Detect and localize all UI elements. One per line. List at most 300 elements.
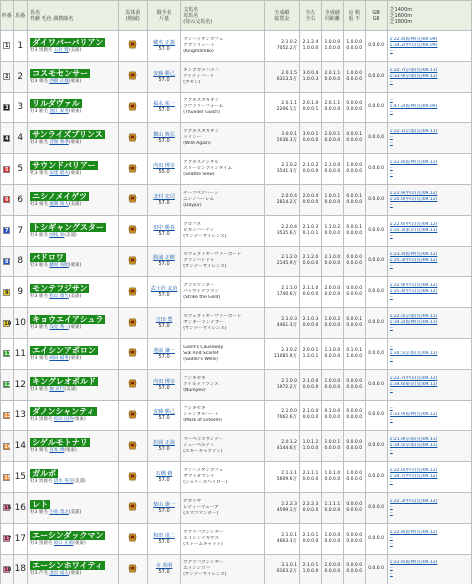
times-cell xyxy=(387,431,471,462)
sire: グラスワンダー xyxy=(183,283,215,289)
stable: (美浦) xyxy=(68,294,82,300)
sex-age-color: 牡3 栗毛 xyxy=(30,78,48,84)
left-record: 1.0.1.2 xyxy=(302,440,319,446)
jockey-link[interactable]: 和田 竜二 xyxy=(153,532,175,539)
horse-name-link[interactable]: サンライズプリンス xyxy=(32,130,103,140)
time-1400[interactable]: 1:22.3(中山(良)09.12) xyxy=(389,498,438,504)
track-cell xyxy=(343,431,365,462)
right-record: 0.0.0.0 xyxy=(302,138,319,144)
horse-name-link[interactable]: エーシンホワイティ xyxy=(32,561,103,571)
trainer-link[interactable]: 池江 泰寿 xyxy=(49,109,69,115)
distance-cell xyxy=(321,400,343,431)
horse-name-link[interactable]: シゲルモトナリ xyxy=(32,438,88,448)
trainer-link[interactable]: 浅見 秀一 xyxy=(49,325,69,331)
jockey-link[interactable]: 北村 宏司 xyxy=(153,193,175,200)
total-record: 2.1.0.1 xyxy=(281,532,298,538)
weight: 57.0 xyxy=(158,107,170,114)
right-record: 0.0.0.0 xyxy=(302,169,319,175)
distance-record: 2.0.1.1 xyxy=(324,70,341,76)
trainer-link[interactable]: 五位 賢 xyxy=(53,47,69,53)
stable: (栗東) xyxy=(68,78,82,84)
trainer-link[interactable]: 国枝 栄 xyxy=(49,232,65,238)
time-1800[interactable]: -- xyxy=(389,510,393,516)
time-1400[interactable]: 1:22.9(中山(良)09.12) xyxy=(389,190,438,196)
time-1600[interactable]: -- xyxy=(389,504,393,510)
horse-name-link[interactable]: キョウエイアシュラ xyxy=(32,315,104,325)
time-1400[interactable]: -- xyxy=(389,406,393,412)
distance-cell xyxy=(321,154,343,185)
time-1600[interactable]: 1:34.5(京都(良)09.11) xyxy=(389,443,438,449)
time-1600[interactable]: 1:34.6(東京(良)09.11) xyxy=(389,381,438,387)
horse-number: 8 xyxy=(13,246,28,277)
time-1600[interactable]: 1:34.2(阪神(良)09.11) xyxy=(389,320,438,326)
time-1600[interactable]: 1:34.2(中山(良)09.09) xyxy=(389,42,438,48)
horse-name-link[interactable]: サウンドバリアー xyxy=(32,161,96,171)
horse-name-link[interactable]: エイシンアポロン xyxy=(32,345,96,355)
horse-name-link[interactable]: リルダヴァル xyxy=(32,99,80,109)
horse-cell xyxy=(28,154,119,185)
jockey-silk-icon xyxy=(128,256,137,265)
time-1400[interactable]: 1:22.8(阪神(良)09.12) xyxy=(389,529,438,535)
distance-record: 1.0.0.0 xyxy=(324,378,341,384)
money-cell xyxy=(264,308,299,339)
time-1800[interactable]: -- xyxy=(389,202,393,208)
horse-cell xyxy=(28,61,119,92)
times-cell xyxy=(387,31,471,62)
left-record: 2.1.0.2 xyxy=(302,163,319,169)
trainer-link[interactable]: 音無 秀孝 xyxy=(49,140,69,146)
time-1800[interactable]: -- xyxy=(389,541,393,547)
track-cell xyxy=(343,308,365,339)
horse-number: 17 xyxy=(13,523,28,554)
silk-cell xyxy=(118,184,147,215)
time-1400[interactable]: 1:22.1(京都(良)09.11) xyxy=(389,129,438,135)
horse-name-link[interactable]: コスモセンサー xyxy=(32,68,89,78)
time-1600[interactable]: 1:34.5(京都(良)09.11) xyxy=(389,350,438,356)
jockey-link[interactable]: 横山 典弘 xyxy=(153,132,175,139)
trainer-link[interactable]: 尾関 知人 xyxy=(49,201,69,207)
horse-name-link[interactable]: ガルボ xyxy=(32,469,57,479)
horse-cell xyxy=(28,554,119,584)
sire: チーフベアハート xyxy=(183,190,219,196)
waku-cell xyxy=(1,338,14,369)
track-record-1: 0.1.0.1 xyxy=(346,347,363,353)
time-1800[interactable]: -- xyxy=(389,326,393,332)
horse-name-link[interactable]: ダノンシャンティ xyxy=(32,407,95,417)
time-1800[interactable]: -- xyxy=(389,233,393,239)
stable: (栗東) xyxy=(68,140,82,146)
waku-cell xyxy=(1,123,14,154)
left-record: 2.1.0.3 xyxy=(302,224,319,230)
jockey-cell xyxy=(147,184,180,215)
header-dist: 全成績 同距離 xyxy=(321,1,343,31)
left-record: 2.1.0.1 xyxy=(302,563,319,569)
grade-record: 0.0.0.0 xyxy=(368,320,384,326)
sire: ザカリヤ xyxy=(183,498,202,504)
sex-age-color: 牡3 鹿毛 xyxy=(30,263,48,269)
distance-record: 1.1.0.0 xyxy=(324,347,341,353)
times-cell xyxy=(387,308,471,339)
horse-number: 4 xyxy=(13,123,28,154)
grade-record: 0.0.0.0 xyxy=(368,504,384,510)
time-1400[interactable]: -- xyxy=(389,98,393,104)
time-1400[interactable]: 1:22.0(中山(良)09.12) xyxy=(389,468,438,474)
horse-cell xyxy=(28,246,119,277)
course-cell xyxy=(300,31,322,62)
left-record: 2.1.0.0 xyxy=(302,409,319,415)
silk-cell xyxy=(118,462,147,493)
distance-record: 1.1.1.1 xyxy=(324,501,341,507)
weight: 57.0 xyxy=(158,507,170,514)
right-record: 1.0.0.0 xyxy=(302,45,319,51)
silk-cell xyxy=(118,92,147,123)
waku-badge: 12 xyxy=(4,382,12,389)
distance-cell xyxy=(321,123,343,154)
distance-record: 1.0.0.0 xyxy=(324,39,341,45)
time-1800[interactable]: -- xyxy=(389,264,393,270)
time-1400[interactable]: 1:22.4(阪神(良)09.09) xyxy=(389,36,438,42)
total-prize: 4144.6万 xyxy=(276,446,298,452)
left-record: 2.1.0.1 xyxy=(302,532,319,538)
table-row xyxy=(1,369,472,400)
jockey-link[interactable]: 幸 英明 xyxy=(155,563,173,570)
distance-record-2: 0.0.0.0 xyxy=(324,76,341,82)
trainer-link[interactable]: 松山 康久 xyxy=(49,294,69,300)
time-1600[interactable]: 1:34.7(中山(良)09.12) xyxy=(389,474,438,480)
horse-name-link[interactable]: エーシンダックマン xyxy=(32,530,104,540)
jockey-link[interactable]: 柴山 雄一 xyxy=(153,501,175,508)
weight: 57.0 xyxy=(158,230,170,237)
weight: 55.0 xyxy=(158,169,170,176)
sire: マンハッタンカフェ xyxy=(183,468,224,474)
time-1600[interactable]: 1:33.9(阪神(良)09.12) xyxy=(389,412,438,418)
table-row xyxy=(1,31,472,62)
right-record: 0.0.0.0 xyxy=(302,538,319,544)
track-record-2: 0.0.0.0 xyxy=(346,292,363,298)
jockey-link[interactable]: 安藤 勝己 xyxy=(153,70,175,77)
time-1800[interactable]: -- xyxy=(389,48,393,54)
grade-cell xyxy=(365,277,387,308)
distance-cell xyxy=(321,308,343,339)
time-1600[interactable]: 1:35.3(東京(良)09.11) xyxy=(389,227,438,233)
sire: キングカメハメハ xyxy=(183,67,220,73)
time-1600[interactable]: -- xyxy=(389,566,393,572)
time-1800[interactable]: -- xyxy=(389,387,393,393)
time-1600[interactable]: -- xyxy=(389,166,393,172)
distance-record: 2.0.1.1 xyxy=(324,101,341,107)
times-cell xyxy=(387,61,471,92)
track-record-1: 0.0.0.1 xyxy=(346,224,363,230)
pedigree-cell xyxy=(181,462,264,493)
damsire: (Sadler's Wells) xyxy=(183,356,218,362)
waku-badge: 1 xyxy=(5,43,9,50)
grade-cell xyxy=(365,123,387,154)
total-prize: 5609.6万 xyxy=(276,477,298,483)
trainer-link[interactable]: 堀 宣行 xyxy=(49,386,65,392)
total-record: 2.1.1.0 xyxy=(281,286,298,292)
horse-name-link[interactable]: キングレオポルド xyxy=(32,376,96,386)
time-1800[interactable]: -- xyxy=(389,172,393,178)
money-cell xyxy=(264,123,299,154)
horse-cell xyxy=(28,492,119,523)
money-cell xyxy=(264,246,299,277)
time-1400[interactable]: 1:23.4(阪神(良)09.12) xyxy=(389,252,438,258)
pedigree-cell xyxy=(181,246,264,277)
left-record: 2.0.1.0 xyxy=(302,101,319,107)
time-1400[interactable]: 1:22.6(中山(良)09.12) xyxy=(389,221,438,227)
distance-record: 1.0.0.1 xyxy=(324,440,341,446)
sex-age-color: 牡3 栗毛 xyxy=(30,201,48,207)
time-1800[interactable]: -- xyxy=(389,449,393,455)
track-cell xyxy=(343,492,365,523)
grade-cell xyxy=(365,523,387,554)
jockey-silk-icon xyxy=(128,133,137,142)
table-body xyxy=(1,31,472,584)
waku-badge: 10 xyxy=(4,320,12,327)
left-record: 2.1.1.0 xyxy=(302,286,319,292)
damsire: (Strike the Gold) xyxy=(183,295,221,301)
pedigree-cell xyxy=(181,369,264,400)
dam: レディーウェーブ xyxy=(183,504,219,510)
jockey-link[interactable]: 勝浦 正樹 xyxy=(153,255,175,262)
time-1400[interactable]: 1:22.9(中山(良)09.12) xyxy=(389,283,438,289)
jockey-link[interactable]: 松岡 正海 xyxy=(153,440,175,447)
horse-name-link[interactable]: バドロワ xyxy=(32,253,64,263)
dam: ニシノハーレム xyxy=(183,196,214,202)
time-1800[interactable]: -- xyxy=(389,295,393,301)
waku-badge: 13 xyxy=(4,412,12,419)
time-1400[interactable]: 1:22.5(京都(良)09.11) xyxy=(389,314,438,320)
sire: サクラバクシンオー xyxy=(183,529,224,535)
distance-record: 2.0.0.0 xyxy=(324,286,341,292)
time-1600[interactable]: 1:35.3(中山(良)09.12) xyxy=(389,258,438,264)
time-1800[interactable]: -- xyxy=(389,141,393,147)
trainer-link[interactable]: 安達 昭夫 xyxy=(49,171,69,177)
times-cell xyxy=(387,154,471,185)
jockey-link[interactable]: 池添 謙一 xyxy=(153,347,175,354)
jockey-cell xyxy=(147,61,180,92)
stable: (栗東) xyxy=(68,355,82,361)
total-record: 2.1.1.1 xyxy=(281,471,298,477)
jockey-link[interactable]: 内田 博幸 xyxy=(153,378,175,385)
distance-record: 1.0.0.0 xyxy=(324,532,341,538)
stable: (美浦) xyxy=(68,47,82,53)
grade-cell xyxy=(365,400,387,431)
jockey-silk-icon xyxy=(128,71,137,80)
horse-number: 12 xyxy=(13,369,28,400)
course-cell xyxy=(300,554,322,584)
money-cell xyxy=(264,338,299,369)
table-row xyxy=(1,338,472,369)
sex-age-color: 牡3 黒鹿毛 xyxy=(30,417,53,423)
trainer-link[interactable]: 北出 成人 xyxy=(49,571,69,577)
weight: 57.0 xyxy=(158,415,170,422)
track-record-2: 0.0.0.0 xyxy=(346,569,363,575)
distance-record: 1.0.1.0 xyxy=(324,471,341,477)
track-cell xyxy=(343,462,365,493)
grade-record: 0.0.0.0 xyxy=(368,443,384,449)
waku-cell xyxy=(1,154,14,185)
total-record: 3.1.0.1 xyxy=(281,563,298,569)
total-prize: 5036.3万 xyxy=(276,138,298,144)
horse-sub-info xyxy=(30,356,118,362)
distance-record-2: 0.0.0.0 xyxy=(324,507,341,513)
distance-record-2: 0.0.0.0 xyxy=(324,538,341,544)
course-cell xyxy=(300,123,322,154)
trainer-link[interactable]: 小島 茂之 xyxy=(49,509,69,515)
sex-age-color: 牡3 黒鹿毛 xyxy=(30,479,53,485)
damsire: (Nureyev) xyxy=(183,387,206,393)
damsire: (ブゼン) xyxy=(183,79,201,85)
time-1400[interactable]: 1:22.7(京都(良)09.11) xyxy=(389,67,438,73)
horse-name-link[interactable]: モンテフジサン xyxy=(32,284,88,294)
grade-record: 0.0.0.0 xyxy=(368,412,384,418)
horse-name-link[interactable]: ダイワバーバリアン xyxy=(32,37,104,47)
horse-cell xyxy=(28,462,119,493)
jockey-link[interactable]: 田中 勝春 xyxy=(153,224,175,231)
waku-badge: 3 xyxy=(5,104,9,111)
time-1400[interactable]: 1:21.9(京都(良)09.11) xyxy=(389,437,438,443)
sire: アグネスタキオン xyxy=(183,129,220,135)
time-1600[interactable]: 1:33.9(京都(良)09.11) xyxy=(389,73,438,79)
distance-cell xyxy=(321,462,343,493)
grade-record: 0.0.0.0 xyxy=(368,258,384,264)
time-1800[interactable]: -- xyxy=(389,418,393,424)
track-cell xyxy=(343,523,365,554)
silk-cell xyxy=(118,308,147,339)
time-1600[interactable]: 1:35.4(中山(良)09.12) xyxy=(389,289,438,295)
waku-cell xyxy=(1,31,14,62)
trainer-link[interactable]: 松田 国英 xyxy=(53,417,74,423)
jockey-link[interactable]: 石橋 脩 xyxy=(155,471,173,478)
jockey-cell xyxy=(147,400,180,431)
right-record: 1.0.0.0 xyxy=(302,569,319,575)
distance-record-2: 0.0.0.0 xyxy=(324,569,341,575)
waku-badge: 4 xyxy=(5,135,9,142)
horse-name-link[interactable]: ニシノメイゲツ xyxy=(32,191,88,201)
course-cell xyxy=(300,431,322,462)
stable: (栗東) xyxy=(68,571,82,577)
money-cell xyxy=(264,462,299,493)
time-1600[interactable]: 1:35.0(中山(良)09.12) xyxy=(389,196,438,202)
left-record: 2.1.2.0 xyxy=(302,255,319,261)
waku-badge: 11 xyxy=(4,351,12,358)
trainer-link[interactable]: 宮本 博 xyxy=(49,448,65,454)
distance-record-2: 0.0.0.0 xyxy=(324,107,341,113)
jockey-silk-icon xyxy=(128,564,137,573)
course-cell xyxy=(300,92,322,123)
trainer-link[interactable]: 西園 正都 xyxy=(49,78,69,84)
track-cell xyxy=(343,277,365,308)
jockey-silk-icon xyxy=(128,410,137,419)
total-record: 2.1.0.0 xyxy=(281,378,298,384)
horse-number: 7 xyxy=(13,215,28,246)
dam: ヤマトダマシイ xyxy=(183,474,215,480)
jockey-link[interactable]: 内田 博幸 xyxy=(153,163,175,170)
distance-cell xyxy=(321,184,343,215)
sex-age-color: 牡3 鹿毛 xyxy=(30,140,48,146)
left-record: 2.1.2.4 xyxy=(302,39,319,45)
sex-age-color: 牡3 鹿毛 xyxy=(30,386,48,392)
time-1400[interactable]: 1:22.8(阪神(良)09.12) xyxy=(389,160,438,166)
jockey-silk-icon xyxy=(128,472,137,481)
horse-sub-info xyxy=(30,109,118,115)
distance-record-2: 0.0.0.0 xyxy=(324,415,341,421)
track-record-1: 1.0.0.0 xyxy=(346,39,363,45)
horse-number: 15 xyxy=(13,462,28,493)
trainer-link[interactable]: 坂口 正則 xyxy=(53,540,74,546)
trainer-link[interactable]: 清水 英克 xyxy=(53,479,74,485)
track-record-1: 0.0.0.1 xyxy=(346,132,363,138)
time-1800[interactable]: -- xyxy=(389,110,393,116)
money-cell xyxy=(264,154,299,185)
track-record-1: 0.0.0.0 xyxy=(346,101,363,107)
time-1800[interactable]: -- xyxy=(389,356,393,362)
distance-record-2: 1.0.0.0 xyxy=(324,45,341,51)
course-cell xyxy=(300,154,322,185)
time-1800[interactable]: -- xyxy=(389,79,393,85)
track-record-1: 1.0.0.0 xyxy=(346,70,363,76)
dam: ラヴァリーフォーム xyxy=(183,104,224,110)
sex-age-color: 牡3 鹿毛 xyxy=(30,109,48,115)
time-1600[interactable]: 1:47.2(阪神(良)09.09) xyxy=(389,104,438,110)
horse-name-link[interactable]: トシギャングスター xyxy=(32,222,104,232)
trainer-link[interactable]: 藤原 英昭 xyxy=(49,263,69,269)
horse-cell xyxy=(28,308,119,339)
weight: 57.0 xyxy=(158,569,170,576)
total-prize: 6313.5万 xyxy=(276,76,298,82)
total-prize: 6163.2万 xyxy=(276,569,298,575)
grade-record: 0.0.0.0 xyxy=(368,104,384,110)
stable: (栗東) xyxy=(68,171,82,177)
header-horse: 馬名 性齢 毛色 調教師名 xyxy=(28,1,119,31)
total-record: 2.1.0.2 xyxy=(281,39,298,45)
total-record: 3.0.0.1 xyxy=(281,132,298,138)
trainer-link[interactable]: 岡田 稲男 xyxy=(49,355,69,361)
jockey-link[interactable]: 福永 祐一 xyxy=(153,101,175,108)
distance-cell xyxy=(321,92,343,123)
weight: 57.0 xyxy=(158,323,170,330)
time-1400[interactable]: 1:22.7(中山(良)09.12) xyxy=(389,375,438,381)
jockey-link[interactable]: 吉田 豊 xyxy=(155,317,173,324)
horse-number: 10 xyxy=(13,308,28,339)
horse-sub-info xyxy=(30,48,118,54)
distance-cell xyxy=(321,492,343,523)
distance-record: 2.0.0.1 xyxy=(324,132,341,138)
horse-name-link[interactable]: レト xyxy=(32,499,49,509)
jockey-cell xyxy=(147,123,180,154)
jockey-link[interactable]: 安藤 勝己 xyxy=(153,409,175,416)
jockey-link[interactable]: 蛯名 正義 xyxy=(153,39,175,46)
time-1600[interactable]: -- xyxy=(389,535,393,541)
time-1400[interactable]: -- xyxy=(389,344,393,350)
distance-record-2: 0.0.0.0 xyxy=(324,353,341,359)
time-1400[interactable]: 1:22.6(阪神(良)09.12) xyxy=(389,560,438,566)
grade-record: 0.0.0.0 xyxy=(368,535,384,541)
jockey-silk-icon xyxy=(128,502,137,511)
sex-age-color: 牝3 栗毛 xyxy=(30,171,48,177)
jockey-link[interactable]: 武士沢 友治 xyxy=(150,286,178,293)
time-1800[interactable]: -- xyxy=(389,480,393,486)
total-record: 2.1.2.0 xyxy=(281,255,298,261)
track-record-1: 0.0.0.0 xyxy=(346,440,363,446)
time-1800[interactable]: -- xyxy=(389,572,393,578)
silk-cell xyxy=(118,277,147,308)
sire: マーベラスサンデー xyxy=(183,437,224,443)
header-grade: GⅢ GⅡ xyxy=(365,1,387,31)
time-1600[interactable]: -- xyxy=(389,135,393,141)
total-prize: 2206.1万 xyxy=(276,107,298,113)
